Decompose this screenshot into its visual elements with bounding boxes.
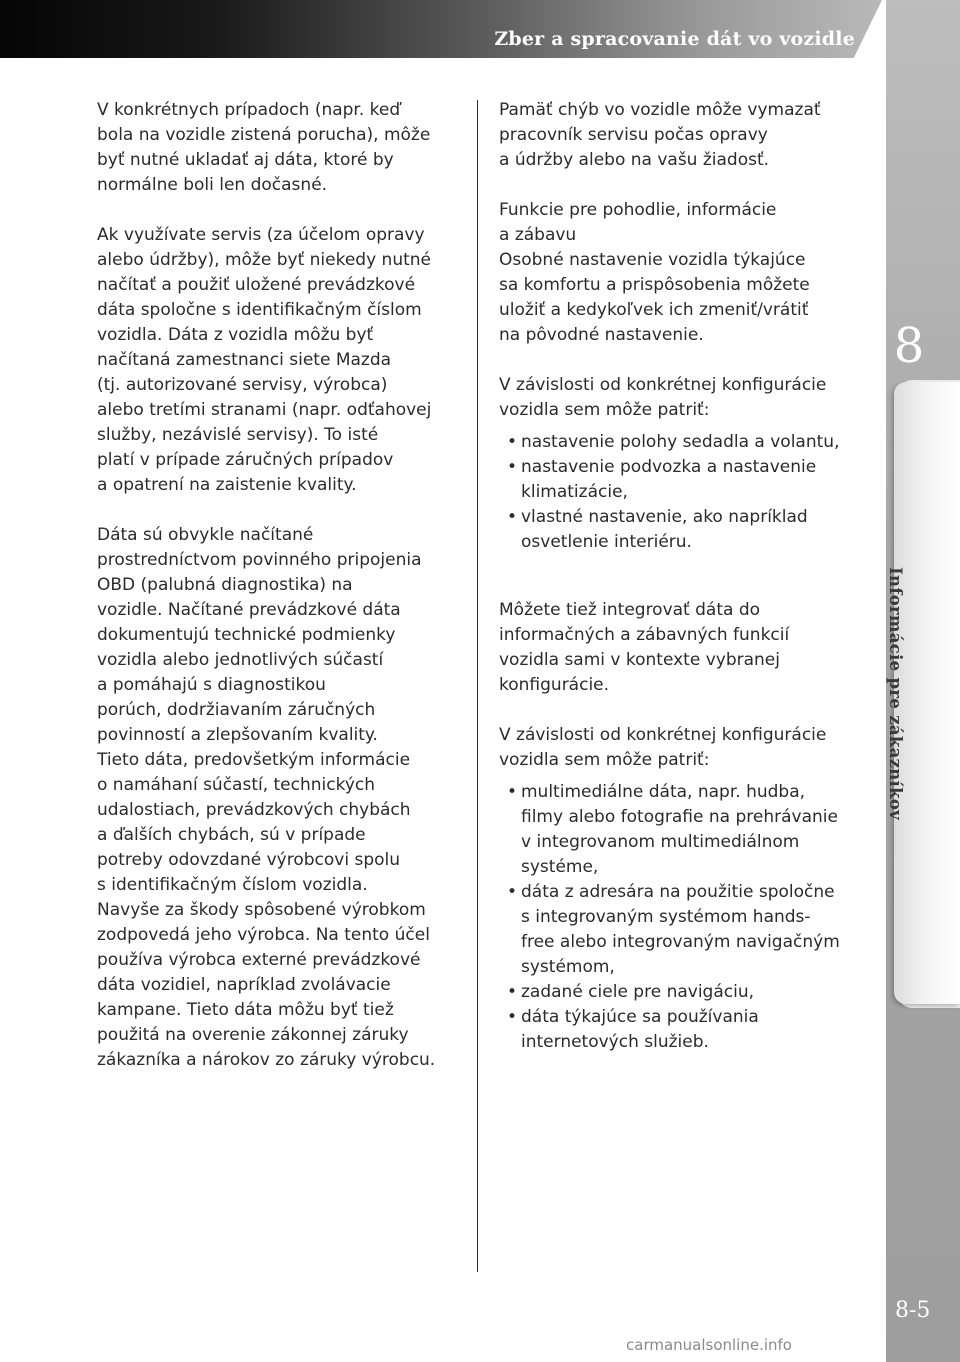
list-item: • vlastné nastavenie, ako napríklad osvetlenie interiéru. [499,505,871,555]
right-column [499,98,871,1098]
bullet-list [499,430,871,555]
list-item: • nastavenie polohy sedadla a volantu, [499,430,871,455]
left-column [97,98,465,1098]
chapter-number: 8 [893,318,925,374]
paragraph: V závislosti od konkrétnej konfigurácie vozidla sem môže patriť: [499,375,827,420]
list-item: • multimediálne dáta, napr. hudba, filmy alebo fotografie na prehrávanie v integrovanom multimediálnom systéme, [499,780,871,880]
paragraph: V konkrétnych prípadoch (napr. keď bola na vozidle zistená porucha), môže byť nutné ukladať aj dáta, ktoré by normálne boli len dočasné. [97,100,431,195]
paragraph: Ak využívate servis (za účelom opravy alebo údržby), môže byť niekedy nutné načítať a použiť uložené prevádzkové dáta spoločne s identifikačným číslom vozidla. Dáta z vozidla môžu byť načítaná zamestnanci siete Mazda (tj. autorizované servisy, výrobca) alebo tretími stranami (napr. odťahovej služby, nezávislé servisy). To isté platí v prípade záručných prípadov a opatrení na zaistenie kvality. [97,225,432,495]
bullet-list [499,780,871,1055]
page-number: 8-5 [895,1298,931,1323]
paragraph: Funkcie pre pohodlie, informácie a zábavu Osobné nastavenie vozidla týkajúce sa komfortu a prispôsobenia môžete uložiť a kedykoľvek ich zmeniť/vrátiť na pôvodné nastavenie. [499,200,810,345]
list-item: • nastavenie podvozka a nastavenie klimatizácie, [499,455,871,505]
watermark-text: carmanualsonline.info [626,1336,792,1354]
column-divider [477,100,478,1272]
paragraph: V závislosti od konkrétnej konfigurácie vozidla sem môže patriť: [499,725,827,770]
chapter-title: Informácie pre zákazníkov [886,567,905,821]
paragraph: Môžete tiež integrovať dáta do informačných a zábavných funkcií vozidla sami v kontexte vybranej konfigurácie. [499,600,790,695]
list-item: • dáta z adresára na použitie spoločne s integrovaným systémom hands- free alebo integrovaným navigačným systémom, [499,880,871,980]
list-item: • zadané ciele pre navigáciu, [499,980,871,1005]
paragraph: Pamäť chýb vo vozidle môže vymazať pracovník servisu počas opravy a údržby alebo na vašu žiadosť. [499,100,821,170]
paragraph: Dáta sú obvykle načítané prostredníctvom povinného pripojenia OBD (palubná diagnostika) na vozidle. Načítané prevádzkové dáta dokumentujú technické podmienky vozidla alebo jednotlivých súčastí a pomáhajú s diagnostikou porúch, dodržiavaním záručných povinností a zlepšovaním kvality. Tieto dáta, predovšetkým informácie o namáhaní súčastí, technických udalostiach, prevádzkových chybách a ďalších chybách, sú v prípade potreby odovzdané výrobcovi spolu s identifikačným číslom vozidla. Navyše za škody spôsobené výrobkom zodpovedá jeho výrobca. Na tento účel používa výrobca externé prevádzkové dáta vozidiel, napríklad zvolávacie kampane. Tieto dáta môžu byť tiež použitá na overenie zákonnej záruky zákazníka a nárokov zo záruky výrobcu. [97,525,436,1070]
section-header-title: Zber a spracovanie dát vo vozidle [494,28,855,50]
list-item: • dáta týkajúce sa používania internetových služieb. [499,1005,871,1055]
